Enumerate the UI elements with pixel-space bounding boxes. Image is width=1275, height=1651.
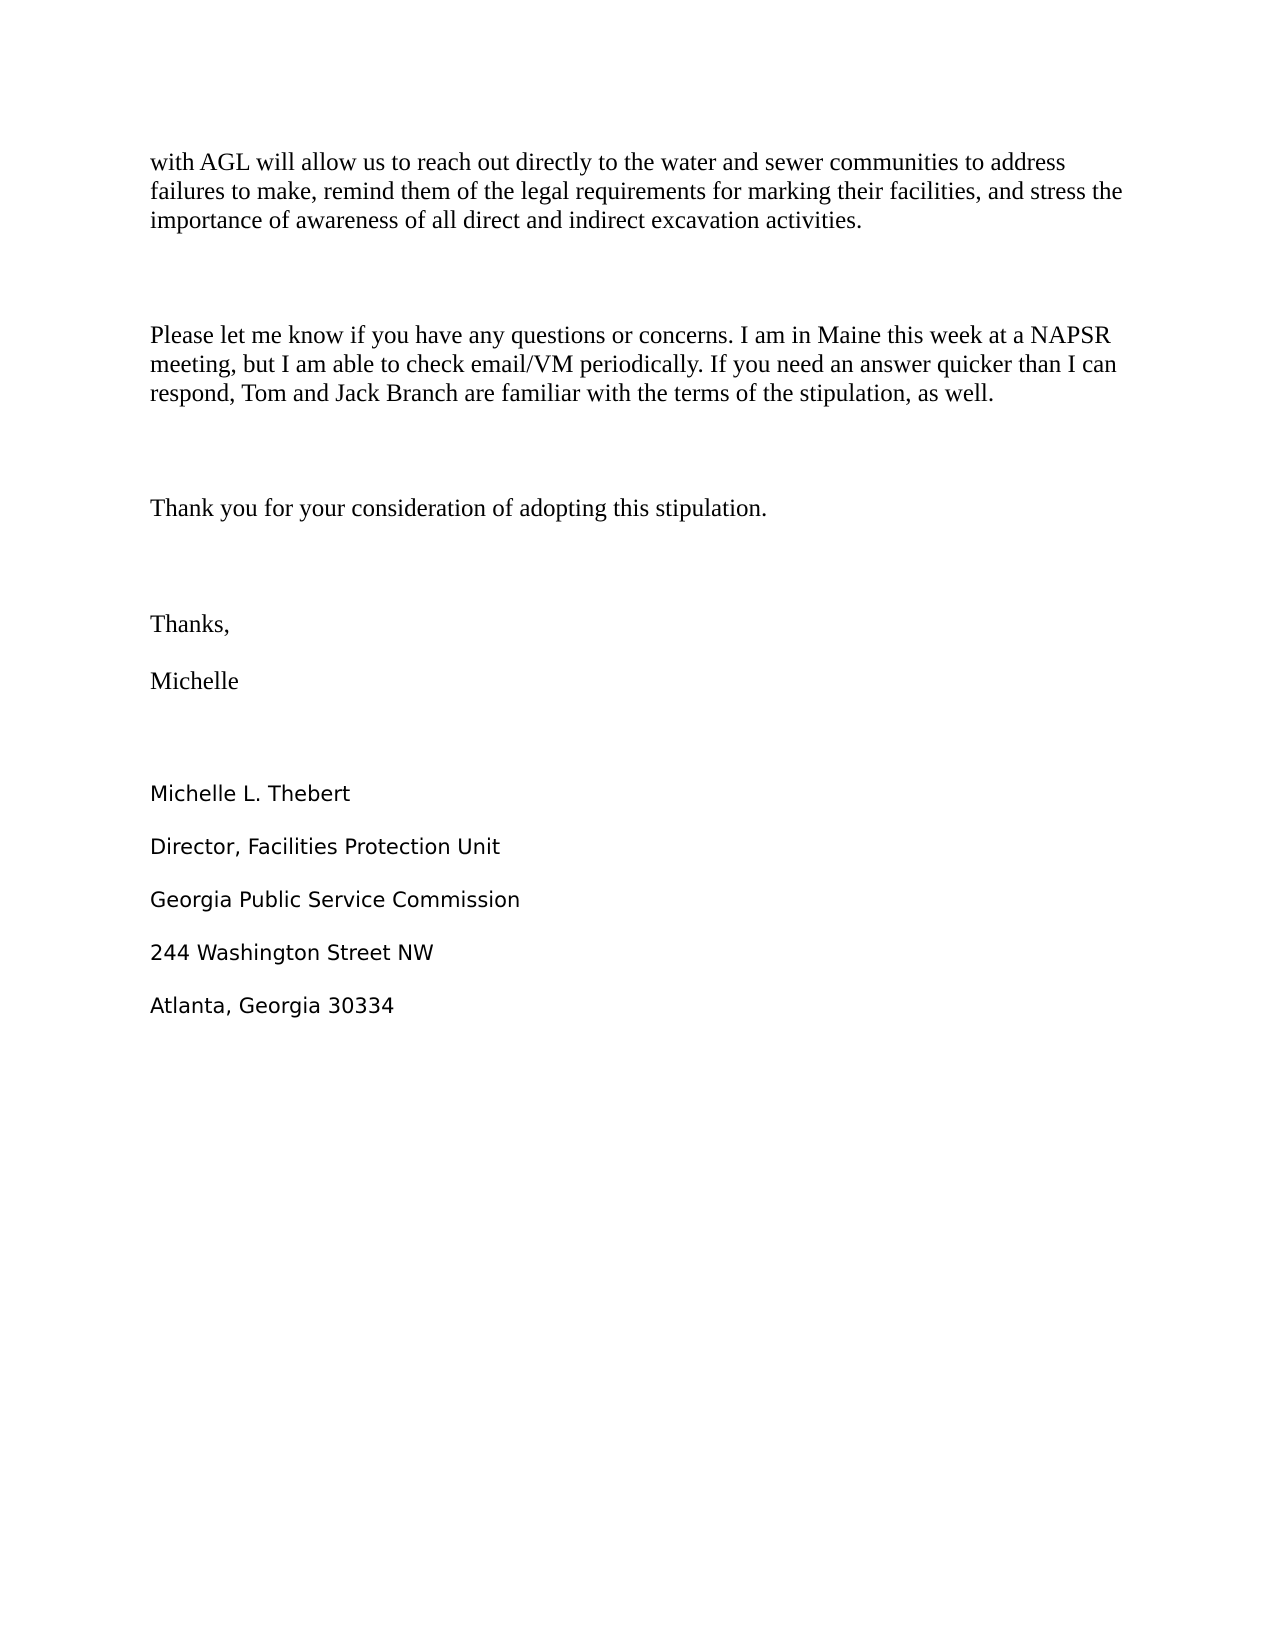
body-paragraph-3: Thank you for your consideration of adopting this stipulation.	[150, 495, 768, 522]
body-paragraph-2	[150, 321, 1117, 408]
signature-organization: Georgia Public Service Commission	[150, 888, 521, 912]
signoff-name: Michelle	[150, 668, 239, 695]
body-paragraph-1	[150, 148, 1123, 235]
closing-line: Thanks,	[150, 611, 230, 638]
paragraph-2-line-2: meeting, but I am able to check email/VM periodically. If you need an answer quicker than I can	[150, 351, 1117, 378]
paragraph-1-line-3: importance of awareness of all direct and indirect excavation activities.	[150, 207, 863, 234]
signature-title: Director, Facilities Protection Unit	[150, 835, 501, 859]
paragraph-2-line-1: Please let me know if you have any questions or concerns. I am in Maine this week at a NAPSR	[150, 322, 1111, 349]
paragraph-1-line-1: with AGL will allow us to reach out directly to the water and sewer communities to address	[150, 149, 1066, 176]
paragraph-1-line-2: failures to make, remind them of the legal requirements for marking their facilities, and stress the	[150, 178, 1123, 205]
signature-street: 244 Washington Street NW	[150, 941, 434, 965]
signature-city: Atlanta, Georgia 30334	[150, 994, 395, 1018]
paragraph-2-line-3: respond, Tom and Jack Branch are familiar with the terms of the stipulation, as well.	[150, 380, 995, 407]
signature-name: Michelle L. Thebert	[150, 782, 351, 806]
